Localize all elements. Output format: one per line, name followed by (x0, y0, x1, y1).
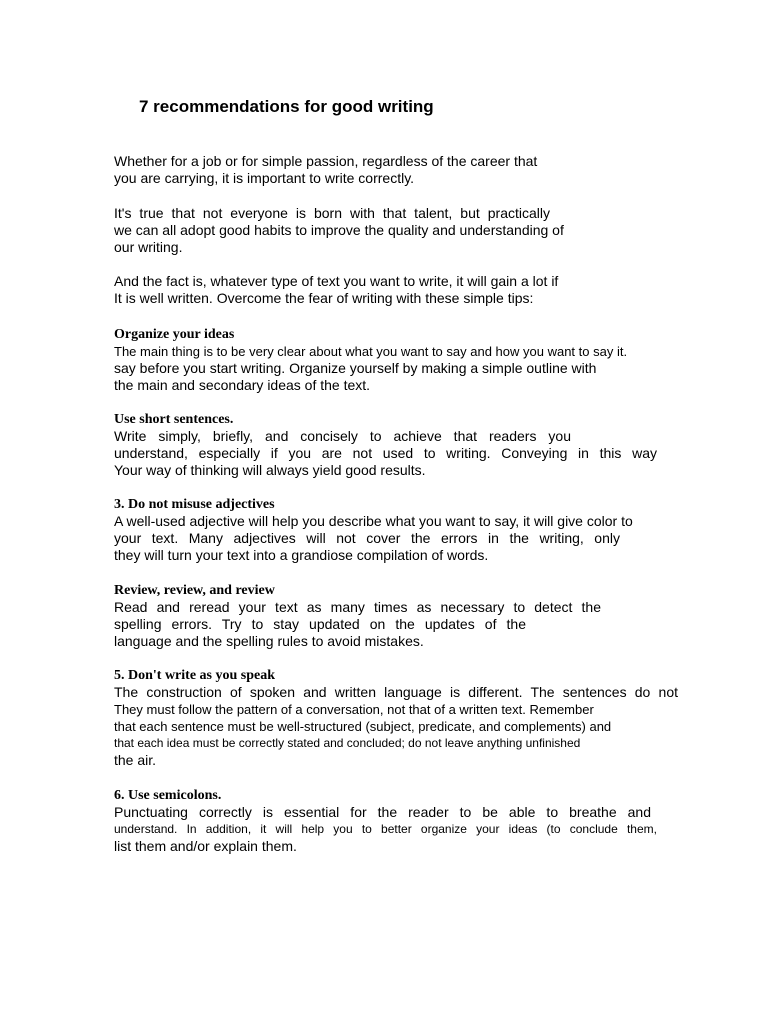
section-line: language and the spelling rules to avoid mistakes. (114, 633, 424, 649)
section-review (114, 582, 601, 650)
section-line: understand, especially if you are not used to writing. Conveying in this way (114, 445, 657, 461)
document-title: 7 recommendations for good writing (139, 97, 434, 116)
section-dont-write-as-you-speak (114, 667, 678, 769)
section-heading: 3. Do not misuse adjectives (114, 497, 275, 512)
intro-paragraph (114, 273, 558, 307)
section-line: They must follow the pattern of a conversation, not that of a written text. Remember (114, 702, 594, 717)
intro-line: Whether for a job or for simple passion, regardless of the career that (114, 153, 538, 169)
section-line: that each idea must be correctly stated and concluded; do not leave anything unfinished (114, 736, 581, 750)
section-line: that each sentence must be well-structured (subject, predicate, and complements) and (114, 719, 612, 734)
section-heading: 5. Don't write as you speak (114, 668, 276, 683)
section-line: your text. Many adjectives will not cover the errors in the writing, only (114, 530, 620, 546)
section-organize-ideas (114, 326, 627, 394)
intro-paragraph (114, 153, 537, 187)
section-line: say before you start writing. Organize yourself by making a simple outline with (114, 360, 597, 376)
section-line: Read and reread your text as many times as necessary to detect the (114, 599, 601, 615)
section-line: A well-used adjective will help you describe what you want to say, it will give color to (114, 513, 633, 529)
section-line: understand. In addition, it will help you to better organize your ideas (to conclude them, (114, 822, 657, 836)
section-line: list them and/or explain them. (114, 838, 297, 854)
intro-line: you are carrying, it is important to write correctly. (114, 170, 415, 186)
intro-line: our writing. (114, 239, 183, 255)
section-line: Write simply, briefly, and concisely to achieve that readers you (114, 428, 571, 444)
intro-paragraph (114, 205, 564, 256)
section-line: Punctuating correctly is essential for the reader to be able to breathe and (114, 804, 651, 820)
section-heading: Review, review, and review (114, 583, 275, 598)
section-line: the air. (114, 752, 157, 768)
intro-line: It's true that not everyone is born with that talent, but practically (114, 205, 550, 221)
section-semicolons (114, 787, 657, 855)
section-line: they will turn your text into a grandiose compilation of words. (114, 547, 489, 563)
section-adjectives (114, 496, 633, 564)
section-line: The construction of spoken and written language is different. The sentences do not (114, 684, 678, 700)
section-line: The main thing is to be very clear about what you want to say and how you want to say it. (114, 344, 628, 359)
section-line: Your way of thinking will always yield good results. (114, 462, 426, 478)
intro-line: And the fact is, whatever type of text you want to write, it will gain a lot if (114, 273, 559, 289)
section-heading: 6. Use semicolons. (114, 788, 222, 803)
intro-line: we can all adopt good habits to improve the quality and understanding of (114, 222, 564, 238)
section-heading: Use short sentences. (114, 412, 234, 427)
section-line: spelling errors. Try to stay updated on the updates of the (114, 616, 526, 632)
section-short-sentences (114, 411, 657, 479)
section-heading: Organize your ideas (114, 327, 235, 342)
intro-line: It is well written. Overcome the fear of writing with these simple tips: (114, 290, 534, 306)
section-line: the main and secondary ideas of the text. (114, 377, 371, 393)
